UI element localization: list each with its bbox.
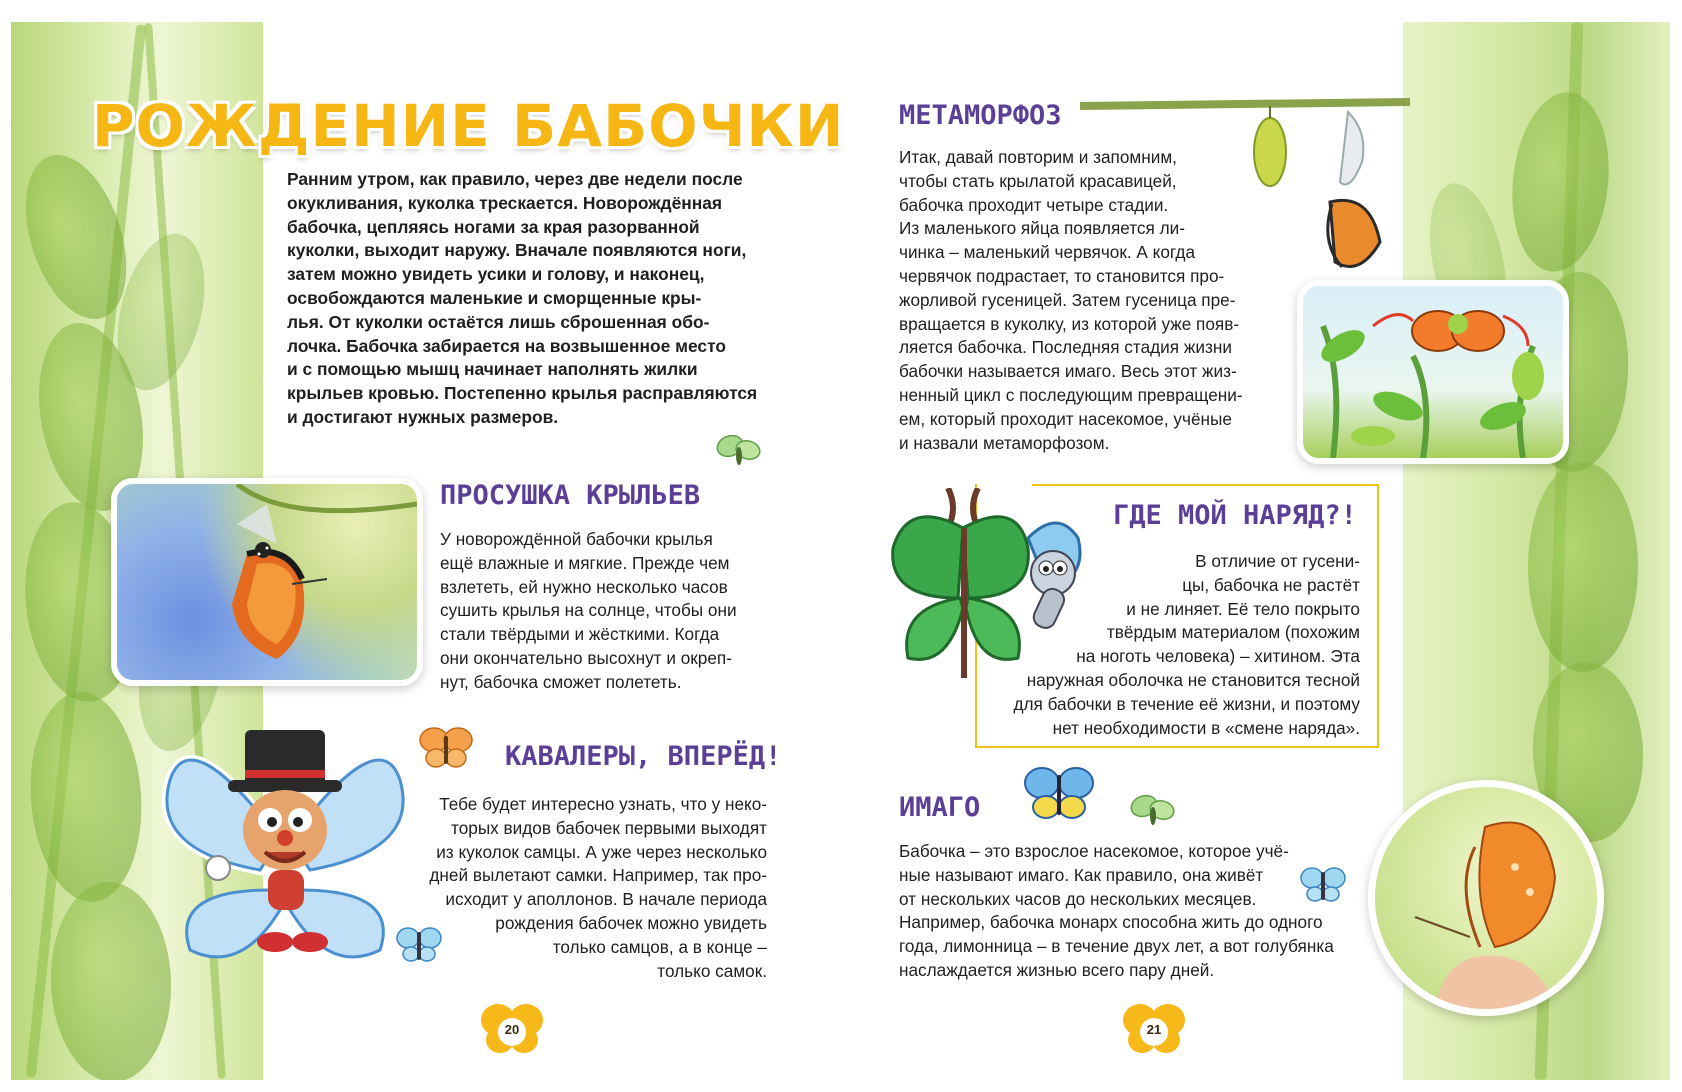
intro-line: крыльев кровью. Постепенно крылья расправляются bbox=[287, 383, 758, 404]
intro-line: и с помощью мышц начинает наполнять жилки bbox=[287, 359, 698, 380]
imago-line: года, лимонница – в течение двух лет, а вот голубянка bbox=[899, 936, 1334, 957]
intro-line: освобождаются маленькие и сморщенные кры- bbox=[287, 287, 702, 308]
outfit-line: на ноготь человека) – хитином. Эта bbox=[1076, 646, 1360, 667]
green-butterfly-icon bbox=[716, 432, 762, 468]
metamorphosis-line: Итак, давай повторим и запомним, bbox=[899, 147, 1177, 167]
page-number-left bbox=[480, 1000, 544, 1056]
drying-line: они окончательно высохнут и окреп- bbox=[440, 647, 732, 668]
cavaliers-text bbox=[395, 793, 767, 983]
drying-line: стали твёрдыми и жёсткими. Когда bbox=[440, 624, 720, 645]
drying-line: ещё влажные и мягкие. Прежде чем bbox=[440, 552, 730, 573]
blue-butterfly-icon bbox=[396, 924, 442, 964]
imago-line: Бабочка – это взрослое насекомое, которое учё- bbox=[899, 841, 1289, 861]
imago-text bbox=[899, 840, 1369, 983]
outfit-line: и не линяет. Её тело покрыто bbox=[1126, 598, 1360, 619]
imago-line: Например, бабочка монарх способна жить до одного bbox=[899, 912, 1323, 933]
metamorphosis-line: бабочки называется имаго. Весь этот жиз- bbox=[899, 361, 1237, 382]
drying-line: нут, бабочка сможет полететь. bbox=[440, 671, 682, 692]
page-number-right-label: 21 bbox=[1146, 1022, 1162, 1037]
heading-imago: ИМАГО bbox=[899, 792, 981, 823]
intro-line: и достигают нужных размеров. bbox=[287, 406, 559, 427]
outfit-line: нет необходимости в «смене наряда». bbox=[1052, 717, 1360, 738]
intro-line: лья. От куколки остаётся лишь сброшенная обо- bbox=[287, 311, 710, 332]
cartoon-butterfly-gentleman bbox=[150, 720, 420, 980]
outfit-line: твёрдым материалом (похожим bbox=[1106, 622, 1360, 643]
metamorphosis-line: жорливой гусеницей. Затем гусеница пре- bbox=[899, 289, 1236, 310]
outfit-text bbox=[960, 550, 1360, 740]
metamorphosis-line: вращается в куколку, из которой уже появ- bbox=[899, 313, 1240, 334]
green-butterfly-icon-right bbox=[1130, 792, 1176, 828]
metamorphosis-line: ляется бабочка. Последняя стадия жизни bbox=[899, 337, 1232, 358]
drying-text bbox=[440, 528, 780, 695]
outfit-frame-top bbox=[1032, 484, 1377, 486]
drying-line: сушить крылья на солнце, чтобы они bbox=[440, 600, 737, 621]
heading-cavaliers: КАВАЛЕРЫ, ВПЕРЁД! bbox=[505, 741, 782, 772]
metamorphosis-line: бабочка проходит четыре стадии. bbox=[899, 194, 1169, 215]
metamorphosis-line: и назвали метаморфозом. bbox=[899, 432, 1110, 453]
heading-outfit: ГДЕ МОЙ НАРЯД?! bbox=[1113, 500, 1357, 531]
cavaliers-line: только самок. bbox=[657, 960, 767, 981]
outfit-line: В отличие от гусени- bbox=[1195, 551, 1360, 571]
imago-line: от нескольких часов до нескольких месяцев. bbox=[899, 888, 1257, 909]
page-number-left-label: 20 bbox=[504, 1022, 520, 1037]
intro-line: окукливания, куколка трескается. Новорождённая bbox=[287, 192, 723, 213]
drying-line: взлететь, ей нужно несколько часов bbox=[440, 576, 728, 597]
outfit-line: для бабочки в течение её жизни, и поэтому bbox=[1013, 693, 1360, 714]
cavaliers-line: исходит у аполлонов. В начале периода bbox=[445, 889, 767, 910]
orange-butterfly-icon bbox=[418, 724, 474, 772]
intro-line: лочка. Бабочка забирается на возвышенное место bbox=[287, 335, 726, 356]
cavaliers-line: рождения бабочек можно увидеть bbox=[495, 912, 767, 933]
heading-metamorphosis: МЕТАМОРФОЗ bbox=[899, 100, 1062, 131]
blue-yellow-butterfly-icon bbox=[1024, 765, 1094, 823]
cavaliers-line: из куколок самцы. А уже через несколько bbox=[436, 841, 767, 862]
cavaliers-line: Тебе будет интересно узнать, что у неко- bbox=[439, 794, 767, 814]
life-cycle-illustration bbox=[1297, 280, 1569, 464]
intro-line: Ранним утром, как правило, через две недели после bbox=[287, 169, 743, 189]
intro-line: затем можно увидеть усики и голову, и наконец, bbox=[287, 264, 705, 285]
metamorphosis-text bbox=[899, 146, 1329, 455]
metamorphosis-line: ненный цикл с последующим превращени- bbox=[899, 384, 1243, 405]
metamorphosis-line: червячок подрастает, то становится про- bbox=[899, 265, 1225, 286]
outfit-line: наружная оболочка не становится тесной bbox=[1026, 669, 1360, 690]
outfit-line: цы, бабочка не растёт bbox=[1182, 574, 1360, 595]
blue-butterfly-icon-right bbox=[1300, 864, 1346, 904]
intro-text bbox=[287, 168, 787, 430]
imago-line: ные называют имаго. Как правило, она живёт bbox=[899, 864, 1264, 885]
metamorphosis-line: чтобы стать крылатой красавицей, bbox=[899, 170, 1177, 191]
metamorphosis-line: чинка – маленький червячок. А когда bbox=[899, 242, 1196, 263]
cavaliers-line: дней вылетают самки. Например, так про- bbox=[429, 865, 767, 886]
metamorphosis-line: ем, который проходит насекомое, учёные bbox=[899, 408, 1232, 429]
cavaliers-line: только самцов, а в конце – bbox=[552, 936, 767, 957]
heading-drying: ПРОСУШКА КРЫЛЬЕВ bbox=[440, 480, 701, 511]
imago-line: наслаждается жизнью всего пару дней. bbox=[899, 959, 1215, 980]
cavaliers-line: торых видов бабочек первыми выходят bbox=[451, 817, 767, 838]
page-number-right bbox=[1122, 1000, 1186, 1056]
intro-line: куколки, выходит наружу. Вначале появляются ноги, bbox=[287, 240, 747, 261]
drying-line: У новорождённой бабочки крылья bbox=[440, 529, 713, 549]
photo-butterfly-on-hand bbox=[1368, 780, 1604, 1016]
photo-butterfly-drying bbox=[111, 478, 423, 686]
metamorphosis-line: Из маленького яйца появляется ли- bbox=[899, 218, 1185, 239]
intro-line: бабочка, цепляясь ногами за края разорванной bbox=[287, 216, 700, 237]
page-title: РОЖДЕНИЕ БАБОЧКИ bbox=[92, 92, 845, 160]
